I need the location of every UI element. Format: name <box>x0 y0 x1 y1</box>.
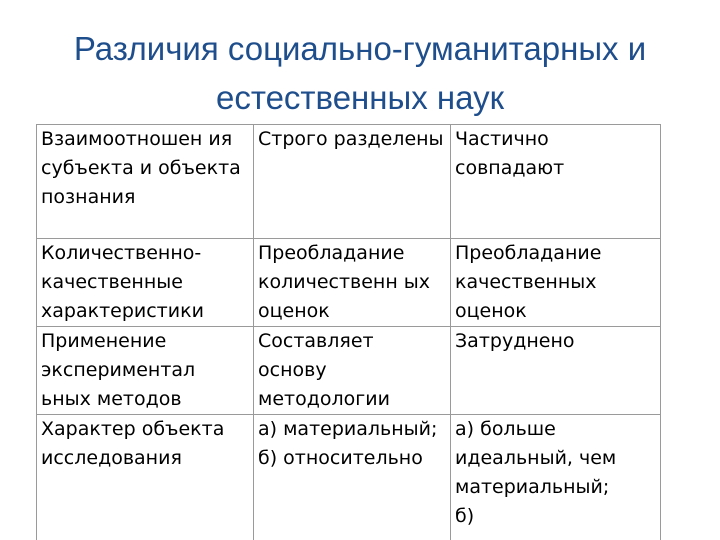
table-cell-criterion: Применение экспериментал ьных методов <box>37 327 254 415</box>
table-row <box>37 415 661 540</box>
table-cell-criterion: Характер объекта исследования <box>37 415 254 540</box>
comparison-table <box>36 124 661 540</box>
title-line-1: Различия социально-гуманитарных и <box>73 30 647 67</box>
slide-title <box>20 24 700 122</box>
table-cell-humanities: Частично совпадают <box>451 125 661 239</box>
table-cell-humanities: Затруднено <box>451 327 661 415</box>
table-cell-humanities: а) больше идеальный, чем материальный; б) <box>451 415 661 540</box>
title-line-2: естественных наук <box>215 79 505 116</box>
table-row <box>37 239 661 327</box>
table-cell-criterion: Взаимоотношен ия субъекта и объекта познания <box>37 125 254 239</box>
table-row <box>37 327 661 415</box>
table-cell-natural-sciences: а) материальный; б) относительно <box>254 415 451 540</box>
table-row <box>37 125 661 239</box>
comparison-table-container <box>36 124 660 540</box>
table-cell-natural-sciences: Строго разделены <box>254 125 451 239</box>
table-cell-humanities: Преобладание качественных оценок <box>451 239 661 327</box>
table-cell-natural-sciences: Преобладание количественн ых оценок <box>254 239 451 327</box>
table-cell-natural-sciences: Составляет основу методологии <box>254 327 451 415</box>
table-cell-criterion: Количественно-качественные характеристики <box>37 239 254 327</box>
